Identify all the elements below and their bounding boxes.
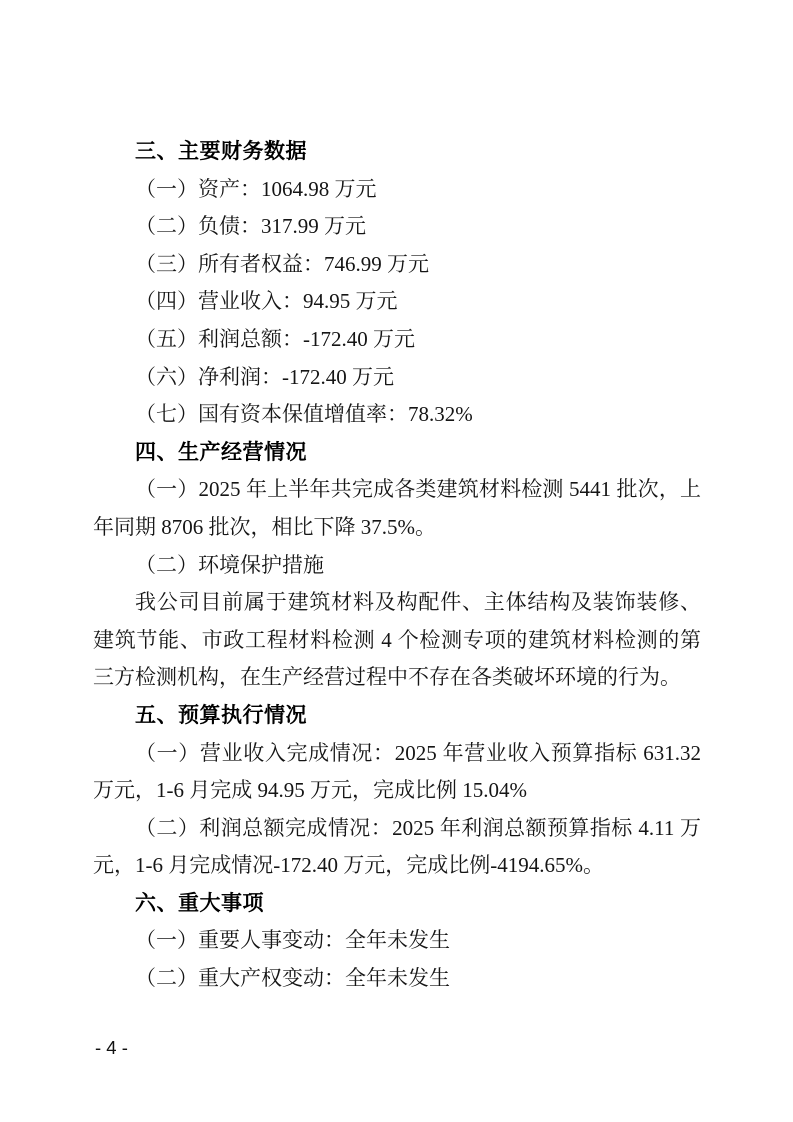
paragraph-line: （二）环境保护措施: [135, 552, 324, 577]
paragraph-line: （七）国有资本保值增值率：78.32%: [135, 402, 473, 427]
paragraph-line: （五）利润总额：-172.40 万元: [135, 326, 415, 351]
paragraph-line: （一）重要人事变动：全年未发生: [135, 928, 450, 953]
paragraph-line: （六）净利润：-172.40 万元: [135, 364, 394, 389]
section-heading: 四、生产经营情况: [135, 440, 307, 464]
section-heading: 三、主要财务数据: [135, 140, 307, 163]
paragraph-line: 建筑节能、市政工程材料检测 4 个检测专项的建筑材料检测的第: [93, 627, 701, 652]
paragraph-line: （一）2025 年上半年共完成各类建筑材料检测 5441 批次，上: [135, 477, 701, 502]
paragraph-line: 元，1-6 月完成情况-172.40 万元，完成比例-4194.65%。: [93, 853, 604, 878]
paragraph-line: 三方检测机构，在生产经营过程中不存在各类破坏环境的行为。: [93, 665, 681, 690]
paragraph-line: 万元，1-6 月完成 94.95 万元，完成比例 15.04%: [93, 778, 527, 803]
paragraph-line: （二）负债：317.99 万元: [135, 214, 366, 239]
document-content: [93, 133, 701, 998]
paragraph-line: （一）营业收入完成情况：2025 年营业收入预算指标 631.32: [135, 740, 701, 765]
paragraph-line: 我公司目前属于建筑材料及构配件、主体结构及装饰装修、: [135, 590, 701, 615]
paragraph-line: 年同期 8706 批次，相比下降 37.5%。: [93, 514, 436, 539]
paragraph-line: （三）所有者权益：746.99 万元: [135, 251, 429, 276]
paragraph-line: （一）资产：1064.98 万元: [135, 176, 377, 201]
paragraph-line: （二）利润总额完成情况：2025 年利润总额预算指标 4.11 万: [135, 815, 701, 840]
paragraph-line: （二）重大产权变动：全年未发生: [135, 966, 450, 991]
section-heading: 六、重大事项: [135, 891, 264, 915]
page-number: - 4 -: [95, 1037, 128, 1058]
paragraph-line: （四）营业收入：94.95 万元: [135, 289, 398, 314]
section-heading: 五、预算执行情况: [135, 703, 307, 727]
